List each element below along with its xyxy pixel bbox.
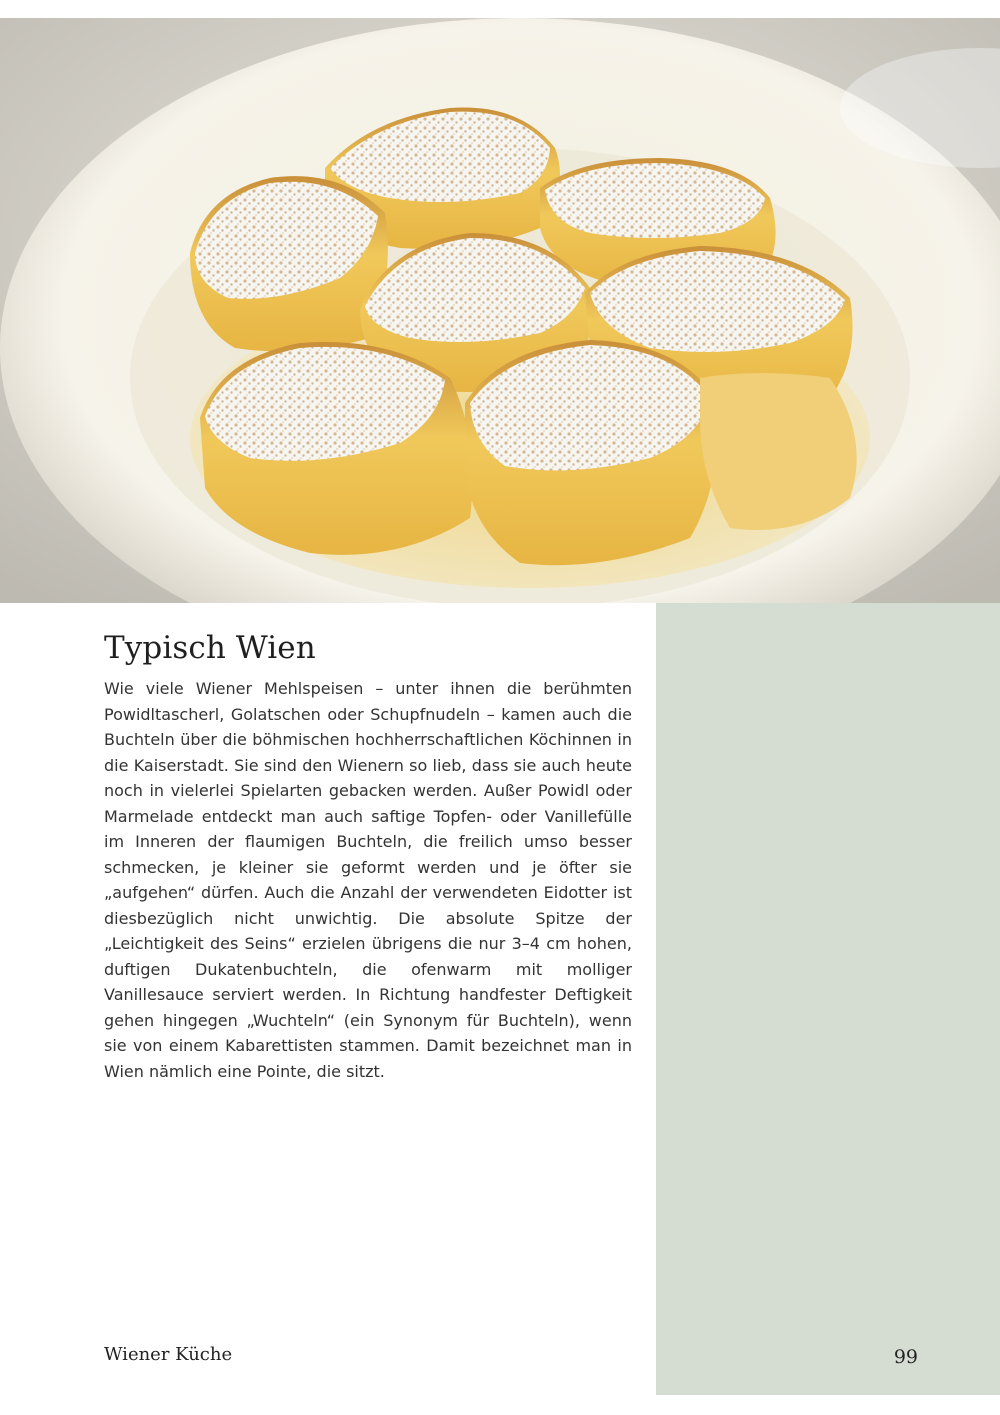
body-paragraph: Wie viele Wiener Mehlspeisen – unter ihnen die berühmten Powidltascherl, Golatschen oder Schupfnudeln – kamen auch die Buchteln über die böhmischen hochherrschaftlichen Köchinnen in die Kaiserstadt. Sie sind den Wienern so lieb, dass sie auch heute noch in vielerlei Spielarten gebacken werden. Außer Powidl oder Marmelade entdeckt man auch saftige Topfen- oder Vanillefülle im Inneren der flaumigen Buchteln, die freilich umso besser schmecken, je kleiner sie geformt werden und je öfter sie „aufgehen“ dürfen. Auch die Anzahl der verwendeten Eidotter ist diesbezüglich nicht unwichtig. Die absolute Spitze der „Leichtigkeit des Seins“ erzielen übrigens die nur 3–4 cm hohen, duftigen Dukatenbuchteln, die ofenwarm mit molliger Vanillesauce serviert werden. In Richtung handfester Deftigkeit gehen hingegen „Wuchteln“ (ein Synonym für Buchteln), wenn sie von einem Kabarettisten stammen. Damit bezeichnet man in Wien nämlich eine Pointe, die sitzt. bbox=[104, 679, 632, 1081]
footer-book-title: Wiener Küche bbox=[104, 1344, 233, 1365]
section-heading: Typisch Wien bbox=[104, 630, 316, 666]
buchteln-photo bbox=[0, 18, 1000, 603]
page-number: 99 bbox=[893, 1346, 918, 1368]
side-panel bbox=[656, 603, 1000, 1395]
